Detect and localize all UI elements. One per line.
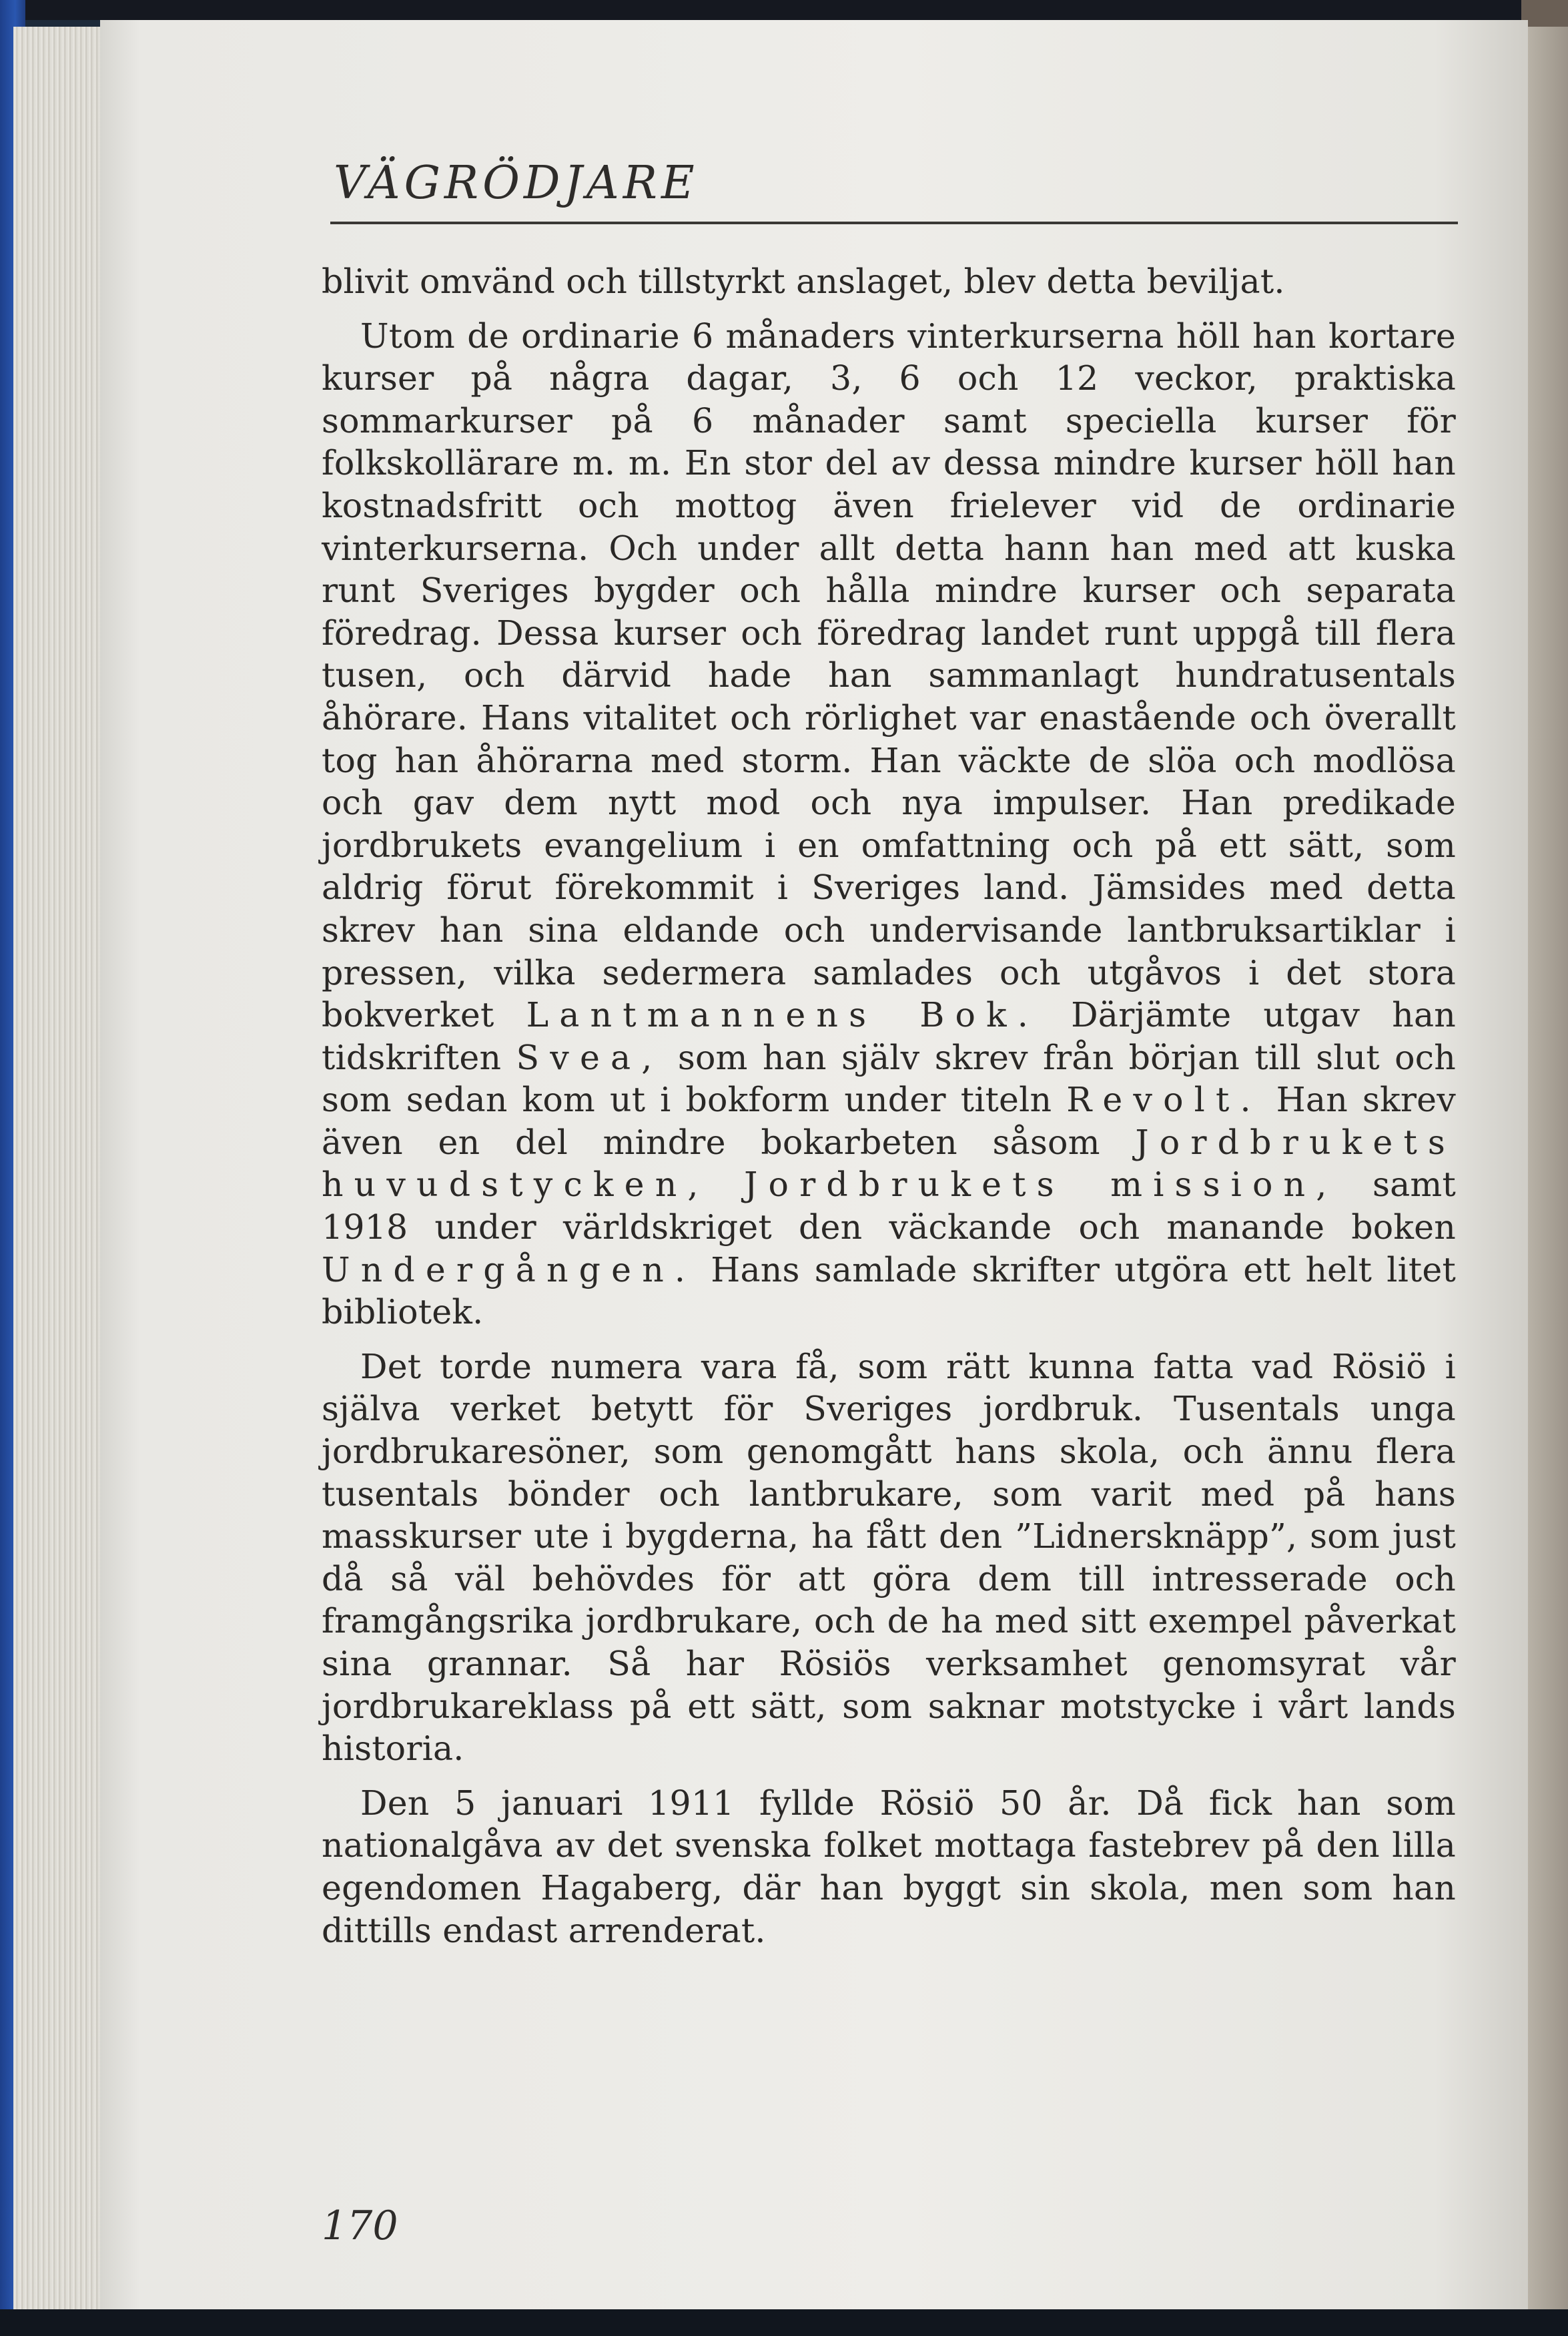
- paragraph-2-text-c: som han själv skrev från början till slut och som sedan kom ut i bokform under titeln: [322, 1037, 1456, 1120]
- running-head: VÄGRÖDJARE: [334, 157, 699, 210]
- book-title-lantmannens-bok: Lantmannens Bok.: [526, 995, 1040, 1035]
- book-title-undergangen: Undergången.: [322, 1249, 697, 1289]
- paragraph-3: Det torde numera vara få, som rätt kunna fatta vad Rösiö i själva verket betytt för Sveriges jordbruk. Tusentals unga jordbrukaresöner, som genomgått hans skola, och ännu flera tusentals bönder och lantbrukare, som varit med på hans masskurser ute i bygderna, ha fått den ”Lidnersknäpp”, som just då så väl behövdes för att göra dem till intresserade och framgångsrika jordbrukare, och de ha med sitt exempel påverkat sina grannar. Så har Rösiös verksamhet genomsyrat vår jordbrukareklass på ett sätt, som saknar motstycke i vårt lands historia.: [322, 1346, 1456, 1769]
- book-title-revolt: Revolt.: [1066, 1080, 1262, 1120]
- book-title-huvudstycken: Jordbrukets huvudstycken,: [322, 1122, 1456, 1205]
- book-title-mission: Jordbrukets mission,: [744, 1165, 1338, 1205]
- body-text: [322, 260, 1456, 1952]
- paragraph-2-text-b: Därjämte utgav han tidskriften: [322, 995, 1456, 1077]
- paragraph-2: [322, 315, 1456, 1334]
- header-rule: [330, 222, 1458, 224]
- paragraph-2-text-f: Hans samlade skrifter utgöra ett helt litet bibliotek.: [322, 1249, 1456, 1332]
- paragraph-2-text: Utom de ordinarie 6 månaders vinterkurserna höll han kortare kurser på några dagar, 3, 6 och 12 veckor, praktiska sommarkurser på 6 månader samt speciella kurser för folkskollärare m. m. En stor del av dessa mindre kurser höll han kostnadsfritt och mottog även frielever vid de ordinarie vinterkurserna. Och under allt detta hann han med att kuska runt Sveriges bygder och hålla mindre kurser och separata föredrag. Dessa kurser och föredrag landet runt uppgå till flera tusen, och därvid hade han sammanlagt hundratusentals åhörare. Hans vitalitet och rörlighet var enastående och överallt tog han åhörarna med storm. Han väckte de slöa och modlösa och gav dem nytt mod och nya impulser. Han predikade jordbrukets evangelium i en omfattning och på ett sätt, som aldrig förut förekommit i Sveriges land. Jämsides med detta skrev han sina eldande och undervisande lantbruksartiklar i pressen, vilka sedermera samlades och utgåvos i det stora bokverket: [322, 316, 1456, 1035]
- paragraph-2-text-e: samt 1918 under världskriget den väckande och manande boken: [322, 1165, 1456, 1247]
- page-stack-edge: [13, 27, 108, 2316]
- page-number: 170: [322, 2203, 398, 2249]
- paragraph-2-text-d: Han skrev även en del mindre bokarbeten såsom: [322, 1080, 1456, 1162]
- paragraph-4: Den 5 januari 1911 fyllde Rösiö 50 år. Då fick han som nationalgåva av det svenska folket mottaga fastebrev på den lilla egendomen Hagaberg, där han byggt sin skola, men som han dittills endast arrenderat.: [322, 1783, 1456, 1950]
- top-shadow: [0, 0, 1568, 20]
- magazine-title-svea: Svea,: [516, 1037, 663, 1077]
- paragraph-1: blivit omvänd och tillstyrkt anslaget, blev detta beviljat.: [322, 262, 1285, 301]
- bottom-shadow: [0, 2309, 1568, 2336]
- next-page-edge: [1528, 27, 1568, 2309]
